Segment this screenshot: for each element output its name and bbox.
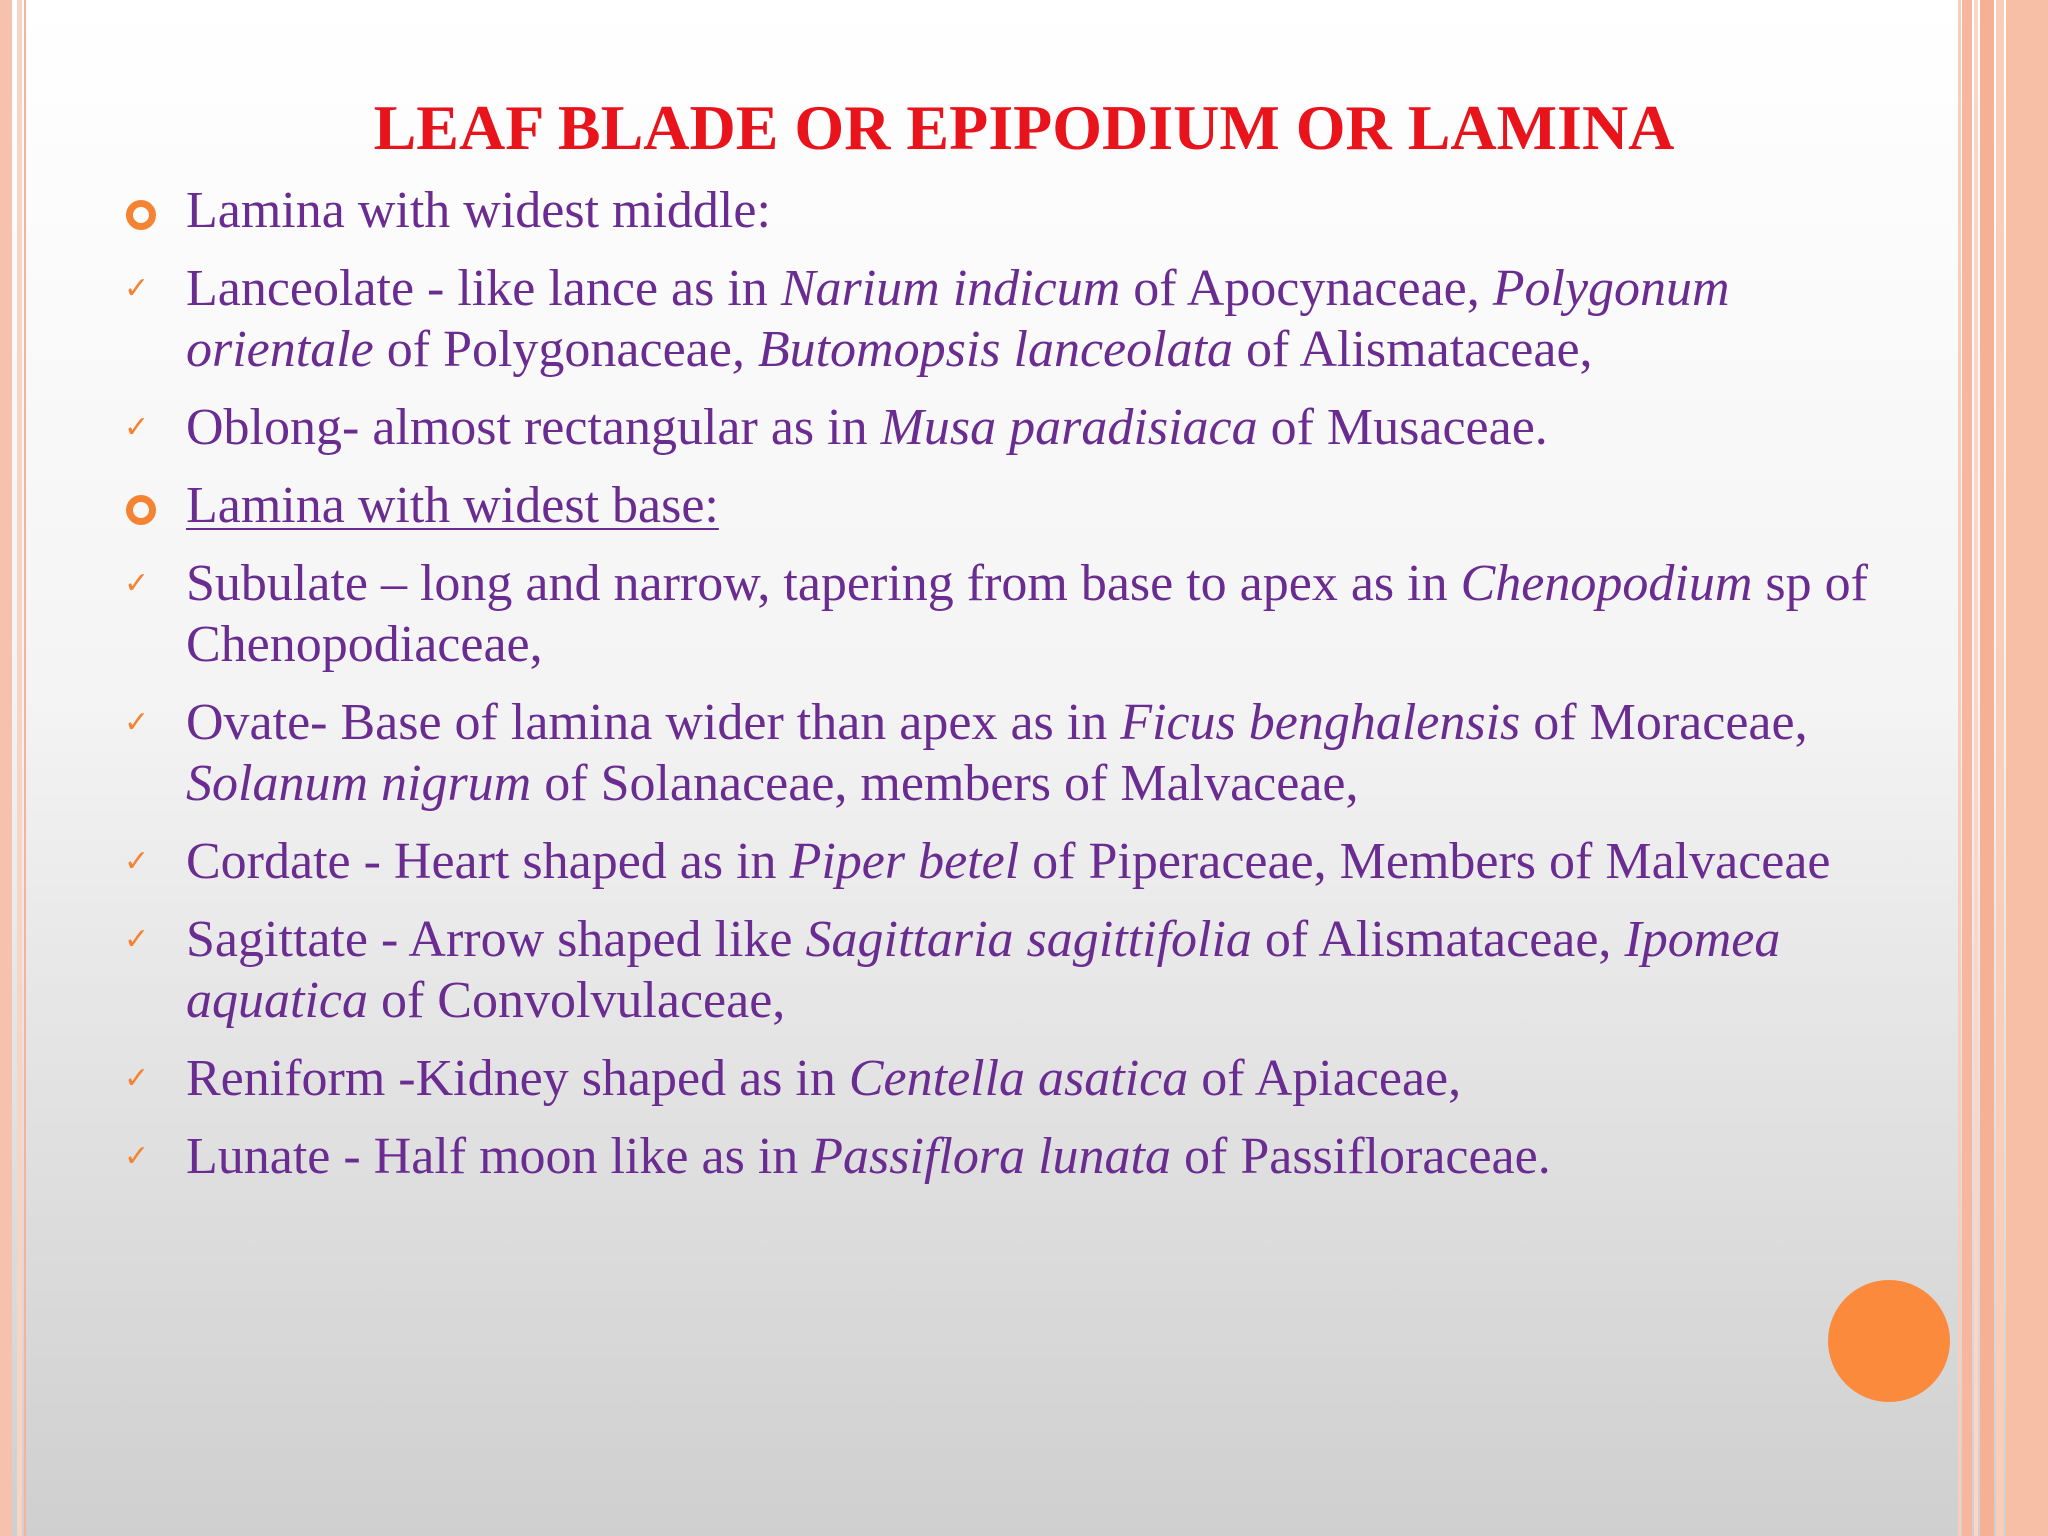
- list-item: [120, 692, 1910, 814]
- species-name: Narium indicum: [780, 260, 1121, 317]
- text-segment: of Apocynaceae,: [1120, 260, 1493, 317]
- circle-bullet-icon: [126, 200, 156, 230]
- right-decorative-stripe: [1996, 0, 2004, 1536]
- text-segment: of Apiaceae,: [1188, 1050, 1462, 1107]
- text-segment: of Polygonaceae: [373, 321, 732, 378]
- orange-circle-decoration: [1828, 1280, 1950, 1402]
- text-segment: sp of Chenopodiaceae,: [186, 555, 1868, 673]
- checkmark-bullet-icon: ✓: [124, 1139, 150, 1174]
- species-name: Centella asatica: [848, 1050, 1189, 1107]
- list-item-text: [186, 477, 719, 534]
- right-decorative-stripe: [2006, 0, 2048, 1536]
- list-item: [120, 1048, 1910, 1109]
- checkmark-bullet-icon: ✓: [124, 410, 150, 445]
- checkmark-bullet-icon: ✓: [124, 705, 150, 740]
- list-item: [120, 831, 1910, 892]
- text-segment: Reniform -Kidney shaped as in: [186, 1050, 849, 1107]
- right-decorative-stripe: [1962, 0, 1972, 1536]
- bullet-list: [120, 180, 1910, 1204]
- species-name: Ficus benghalensis: [1120, 694, 1521, 751]
- text-segment: Cordate - Heart shaped as in: [186, 833, 790, 890]
- text-segment: of Convolvulaceae,: [367, 972, 786, 1029]
- list-item: [120, 258, 1910, 380]
- checkmark-bullet-icon: ✓: [124, 271, 150, 306]
- list-item-text: [186, 555, 1868, 673]
- text-segment: of Musaceae.: [1257, 399, 1548, 456]
- text-segment: of Passifloraceae.: [1171, 1128, 1551, 1185]
- checkmark-bullet-icon: ✓: [124, 566, 150, 601]
- list-item-text: [186, 911, 1780, 1029]
- species-name: Ipomea aquatica: [186, 911, 1781, 1029]
- list-item-text: [186, 260, 1730, 378]
- list-item: [120, 1126, 1910, 1187]
- checkmark-bullet-icon: ✓: [124, 1061, 150, 1096]
- text-segment: of Alismataceae,: [1251, 911, 1625, 968]
- text-segment: of Solanaceae, members of Malvaceae,: [531, 755, 1359, 812]
- checkmark-bullet-icon: ✓: [124, 922, 150, 957]
- list-item-text: [186, 399, 1548, 456]
- text-segment: Lanceolate - like lance as in: [186, 260, 781, 317]
- text-segment: of Piperaceae, Members of Malvaceae: [1019, 833, 1831, 890]
- text-segment: Lunate - Half moon like as in: [186, 1128, 812, 1185]
- species-name: Sagittaria sagittifolia: [805, 911, 1252, 968]
- right-decorative-stripe: [1958, 0, 1961, 1536]
- right-decorative-stripe: [1980, 0, 1994, 1536]
- text-segment: Lamina with widest base:: [186, 477, 719, 534]
- list-item-text: [186, 694, 1808, 812]
- section-heading-item: [120, 180, 1910, 241]
- text-segment: of Moraceae,: [1520, 694, 1808, 751]
- species-name: Chenopodium: [1460, 555, 1753, 612]
- text-segment: Subulate – long and narrow, tapering from base to apex as in: [186, 555, 1461, 612]
- species-name: Passiflora lunata: [811, 1128, 1171, 1185]
- species-name: Solanum nigrum: [186, 755, 532, 812]
- circle-bullet-icon: [126, 495, 156, 525]
- section-heading-item: [120, 475, 1910, 536]
- text-segment: Oblong- almost rectangular as in: [186, 399, 881, 456]
- list-item: [120, 553, 1910, 675]
- slide-title: LEAF BLADE OR EPIPODIUM OR LAMINA: [373, 92, 1675, 163]
- text-segment: of Alismataceae,: [1233, 321, 1593, 378]
- list-item: [120, 909, 1910, 1031]
- text-segment: Sagittate - Arrow shaped like: [186, 911, 806, 968]
- text-segment: Lamina with widest middle:: [186, 182, 771, 239]
- checkmark-bullet-icon: ✓: [124, 844, 150, 879]
- list-item-text: [186, 1050, 1461, 1107]
- left-decorative-stripe: [0, 0, 12, 1536]
- species-name: Musa paradisiaca: [880, 399, 1258, 456]
- species-name: , Butomopsis lanceolata: [731, 321, 1234, 378]
- left-decorative-stripe: [24, 0, 26, 1536]
- left-decorative-stripe: [17, 0, 22, 1536]
- right-decorative-stripe: [1974, 0, 1978, 1536]
- list-item: [120, 397, 1910, 458]
- list-item-text: [186, 1128, 1551, 1185]
- list-item-text: [186, 182, 771, 239]
- species-name: Polygonum orientale: [186, 260, 1730, 378]
- text-segment: Ovate- Base of lamina wider than apex as in: [186, 694, 1121, 751]
- list-item-text: [186, 833, 1831, 890]
- species-name: Piper betel: [789, 833, 1020, 890]
